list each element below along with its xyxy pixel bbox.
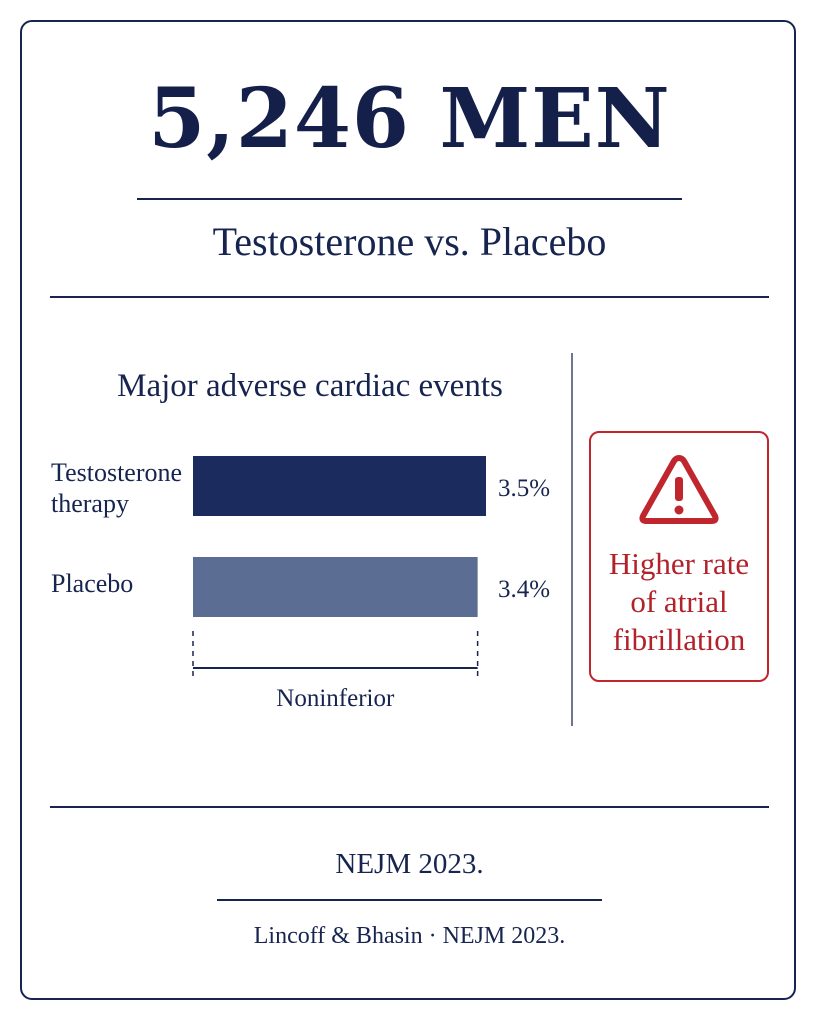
atrial-fibrillation-alert (589, 431, 769, 682)
footer-underline (217, 899, 602, 901)
headline: 5,246 MEN (148, 71, 671, 167)
alert-text (591, 545, 767, 659)
category-label: therapy (51, 489, 129, 518)
subtitle: Testosterone vs. Placebo (212, 219, 607, 264)
bar-value-label: 3.4% (498, 576, 551, 603)
bar-testosterone (193, 456, 486, 516)
category-label: Testosterone (51, 458, 183, 487)
footer-citation: Lincoff & Bhasin · NEJM 2023. (253, 923, 566, 949)
bar-placebo (193, 557, 478, 617)
alert-line: fibrillation (612, 622, 746, 657)
bar-value-label: 3.5% (498, 475, 551, 502)
noninferior-annotation: Noninferior (276, 685, 395, 712)
alert-line: of atrial (630, 584, 728, 619)
section-divider-bottom (50, 806, 769, 808)
alert-line: Higher rate (608, 546, 750, 581)
vertical-divider (571, 353, 573, 726)
footer-source: NEJM 2023. (335, 848, 484, 880)
warning-triangle-icon (639, 453, 719, 525)
chart-title: Major adverse cardiac events (117, 368, 503, 404)
category-label: Placebo (51, 569, 134, 598)
